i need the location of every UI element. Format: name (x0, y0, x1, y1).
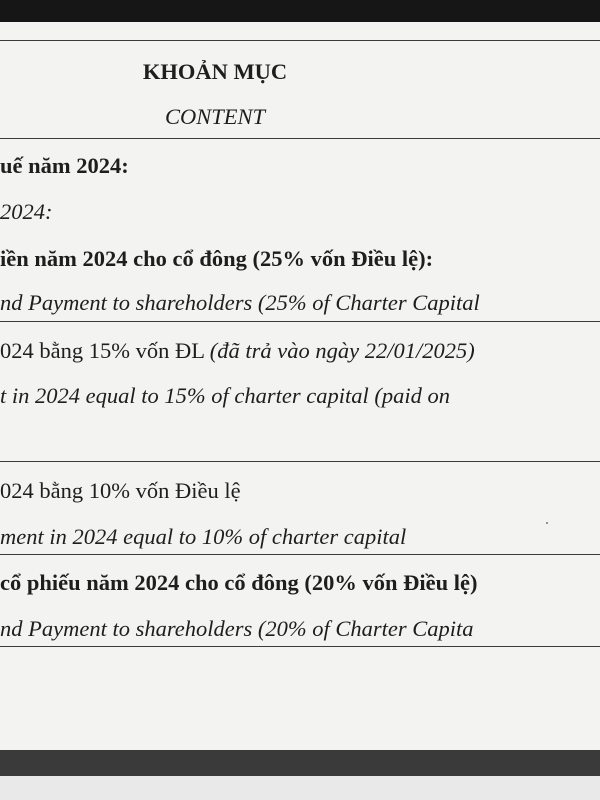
row-3-vi-main: 024 bằng 15% vốn ĐL (0, 338, 210, 363)
row-2-vi: iền năm 2024 cho cổ đông (25% vốn Điều lệ): (0, 246, 434, 271)
row-3-vi-note: (đã trả vào ngày 22/01/2025) (209, 338, 475, 363)
row-1-en: 2024: (0, 199, 53, 224)
bottom-dark-border (0, 750, 600, 776)
table-rule-row3 (0, 321, 600, 322)
row-5-vi: cổ phiếu năm 2024 cho cổ đông (20% vốn Điều lệ) (0, 570, 478, 595)
row-5-en: nd Payment to shareholders (20% of Charter Capita (0, 616, 474, 641)
table-rule-row4 (0, 461, 600, 462)
bottom-light-strip (0, 776, 600, 800)
top-dark-border (0, 0, 600, 22)
row-1-vi: uế năm 2024: (0, 153, 129, 178)
table-rule-row5 (0, 554, 600, 555)
row-4-vi: 024 bằng 10% vốn Điều lệ (0, 478, 241, 503)
scan-speck (546, 522, 548, 524)
table-rule-top (0, 40, 600, 41)
row-3-en: t in 2024 equal to 15% of charter capital (paid on (0, 383, 450, 408)
row-3-vi (0, 338, 475, 364)
row-2-en: nd Payment to shareholders (25% of Charter Capital (0, 290, 480, 315)
table-rule-bottom (0, 646, 600, 647)
header-title-en: CONTENT (164, 104, 266, 129)
row-4-en: ment in 2024 equal to 10% of charter capital (0, 524, 407, 549)
document-page (0, 22, 600, 750)
table-rule-header (0, 138, 600, 139)
header-title-vi: KHOẢN MỤC (142, 59, 288, 84)
